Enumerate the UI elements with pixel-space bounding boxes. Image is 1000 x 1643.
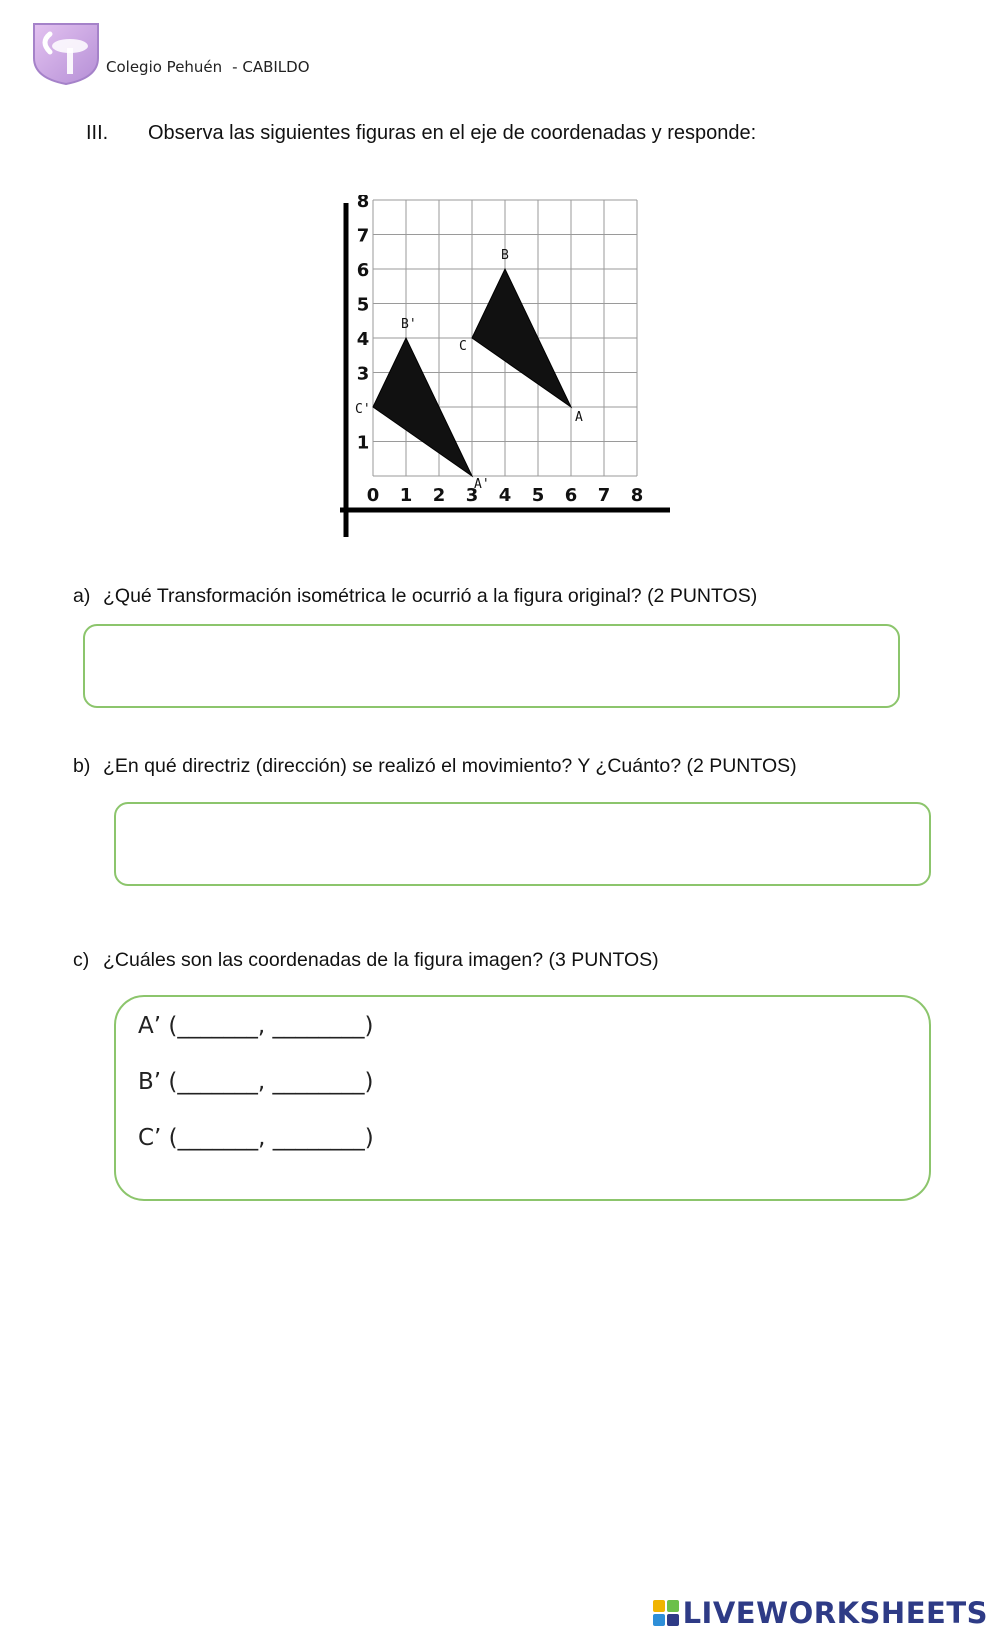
y-tick-label: 4 — [356, 329, 370, 350]
question-b — [73, 755, 797, 778]
school-name: Colegio Pehuén — [106, 58, 223, 76]
coordinate-graph — [340, 195, 710, 565]
vertex-label: B' — [401, 317, 417, 332]
question-a-label: a) — [73, 585, 91, 607]
x-tick-label: 3 — [465, 485, 479, 506]
x-tick-label: 5 — [531, 485, 545, 506]
section-text: Observa las siguientes figuras en el eje de coordenadas y responde: — [148, 122, 757, 144]
school-campus: - CABILDO — [232, 58, 310, 76]
question-c-text: ¿Cuáles son las coordenadas de la figura imagen? (3 PUNTOS) — [103, 949, 659, 971]
vertex-label: A' — [474, 477, 490, 492]
x-tick-label: 1 — [399, 485, 413, 506]
answer-c-box — [114, 995, 931, 1201]
question-a — [73, 585, 757, 608]
liveworksheets-icon — [653, 1600, 679, 1626]
y-tick-label: 3 — [356, 363, 370, 385]
liveworksheets-brand — [653, 1596, 988, 1630]
section-instruction — [86, 122, 756, 145]
coord-row-c[interactable]: C’ (_______, ________) — [138, 1125, 374, 1151]
coord-row-b[interactable]: B’ (_______, ________) — [138, 1069, 374, 1095]
question-c-label: c) — [73, 949, 90, 971]
y-tick-label: 5 — [356, 294, 370, 316]
question-b-text: ¿En qué directriz (dirección) se realizó el movimiento? Y ¿Cuánto? (2 PUNTOS) — [103, 755, 797, 777]
school-header — [106, 58, 310, 76]
question-b-label: b) — [73, 755, 91, 777]
answer-b-box[interactable] — [114, 802, 931, 886]
vertex-label: C' — [355, 402, 371, 417]
y-tick-label: 1 — [356, 432, 370, 454]
x-tick-label: 7 — [597, 485, 611, 506]
school-logo — [30, 20, 102, 86]
y-tick-label: 6 — [356, 260, 370, 281]
answer-a-box[interactable] — [83, 624, 900, 708]
question-a-text: ¿Qué Transformación isométrica le ocurrió a la figura original? (2 PUNTOS) — [103, 585, 758, 607]
x-tick-label: 6 — [564, 485, 578, 506]
section-number: III. — [86, 122, 109, 144]
x-tick-label: 2 — [432, 485, 446, 506]
x-tick-label: 4 — [498, 485, 512, 506]
x-tick-label: 8 — [630, 485, 644, 506]
vertex-label: B — [501, 248, 509, 263]
question-c — [73, 949, 659, 972]
vertex-label: A — [575, 410, 583, 425]
vertex-label: C — [459, 339, 467, 354]
x-tick-label: 0 — [366, 485, 380, 506]
coord-row-a[interactable]: A’ (_______, ________) — [138, 1013, 374, 1039]
brand-text: LIVEWORKSHEETS — [682, 1596, 988, 1630]
coordinate-plane — [340, 195, 710, 565]
y-tick-label: 7 — [356, 225, 370, 247]
y-tick-label: 8 — [356, 195, 370, 212]
